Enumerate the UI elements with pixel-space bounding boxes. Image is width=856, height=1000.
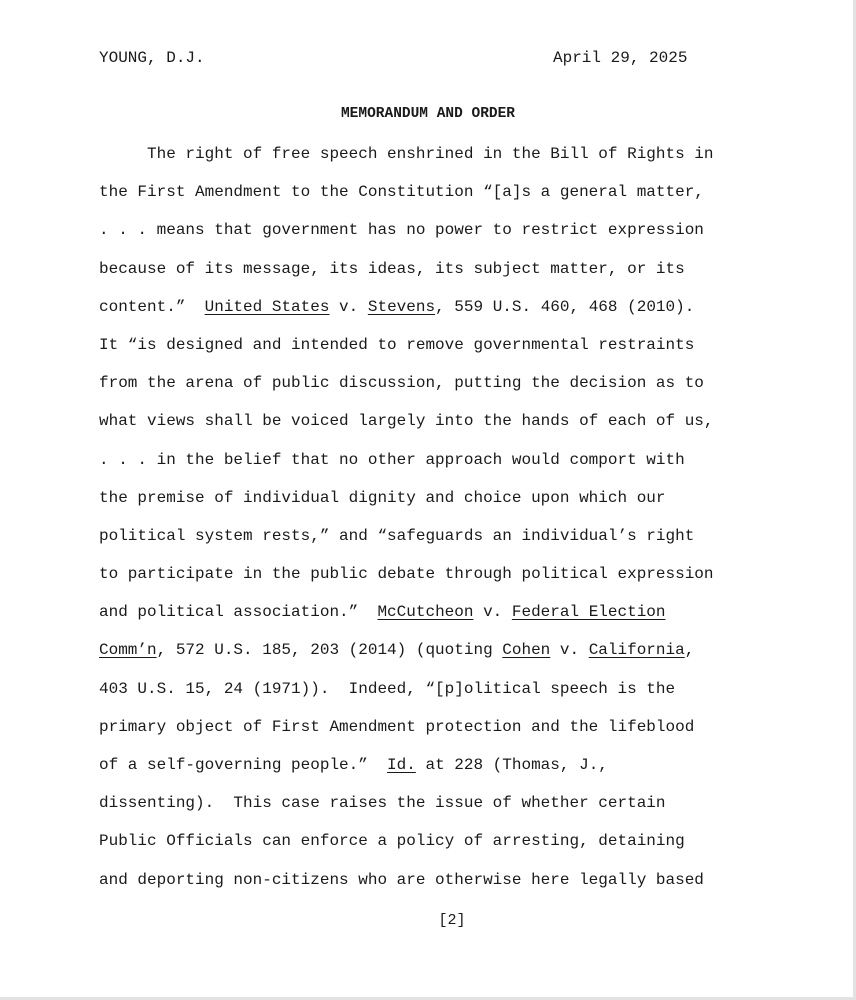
text-segment: political system rests,” and “safeguards an individual’s right <box>99 526 695 545</box>
text-segment: primary object of First Amendment protection and the lifeblood <box>99 717 695 736</box>
text-line <box>99 217 759 255</box>
text-segment: 403 U.S. 15, 24 (1971)). Indeed, “[p]olitical speech is the <box>99 679 676 698</box>
case-citation: Comm’n <box>99 641 157 660</box>
text-line <box>99 485 759 523</box>
text-segment: The right of free speech enshrined in the Bill of Rights in <box>99 145 714 163</box>
judge-name: YOUNG, D.J. <box>99 49 205 67</box>
case-citation: McCutcheon <box>377 603 474 622</box>
case-citation: Stevens <box>367 297 436 316</box>
text-segment: and deporting non-citizens who are otherwise here legally based <box>99 870 704 889</box>
memorandum-body <box>99 141 759 905</box>
document-title <box>0 103 856 125</box>
text-line <box>99 256 759 294</box>
text-line <box>99 447 759 485</box>
text-line <box>99 561 759 599</box>
text-line <box>99 408 759 446</box>
text-segment: because of its message, its ideas, its subject matter, or its <box>99 259 685 278</box>
text-segment: at 228 (Thomas, J., <box>415 756 608 774</box>
text-segment: the premise of individual dignity and choice upon which our <box>99 488 666 507</box>
text-line <box>99 790 759 828</box>
case-citation: Id. <box>387 756 416 774</box>
text-line <box>99 370 759 408</box>
text-segment: the First Amendment to the Constitution “[a]s a general matter, <box>99 183 704 202</box>
text-line <box>99 637 759 675</box>
text-segment: It “is designed and intended to remove governmental restraints <box>99 335 695 354</box>
text-segment: what views shall be voiced largely into the hands of each of us, <box>99 412 714 431</box>
text-segment: and political association.” <box>99 603 378 622</box>
case-citation: Cohen <box>502 641 551 660</box>
text-segment: , 572 U.S. 185, 203 (2014) (quoting <box>156 641 503 660</box>
order-date: April 29, 2025 <box>553 49 688 67</box>
text-line <box>99 179 759 217</box>
text-segment: . . . means that government has no power to restrict expression <box>99 221 704 240</box>
text-segment: v. <box>329 297 368 316</box>
text-line <box>99 828 759 866</box>
case-citation: Federal Election <box>511 603 666 622</box>
text-segment: , <box>684 641 695 660</box>
text-line <box>99 294 759 332</box>
text-segment: , 559 U.S. 460, 468 (2010). <box>435 297 695 316</box>
text-segment: content.” <box>99 297 205 316</box>
text-segment: of a self-governing people.” <box>99 756 388 774</box>
text-segment: v. <box>550 641 589 660</box>
text-segment: to participate in the public debate through political expression <box>99 565 714 584</box>
page-number: [2] <box>438 912 466 929</box>
text-segment: dissenting). This case raises the issue of whether certain <box>99 794 666 813</box>
text-line <box>99 867 759 905</box>
text-line <box>99 676 759 714</box>
text-line <box>99 523 759 561</box>
text-segment: Public Officials can enforce a policy of arresting, detaining <box>99 832 685 851</box>
text-line <box>99 599 759 637</box>
text-line <box>99 141 759 179</box>
document-title-text: MEMORANDUM AND ORDER <box>340 106 516 122</box>
case-citation: United States <box>204 297 330 316</box>
text-segment: from the arena of public discussion, putting the decision as to <box>99 374 704 393</box>
text-segment: v. <box>473 603 512 622</box>
case-citation: California <box>588 641 685 660</box>
text-line <box>99 714 759 752</box>
text-line <box>99 332 759 370</box>
text-line <box>99 752 759 790</box>
text-segment: . . . in the belief that no other approach would comport with <box>99 450 685 469</box>
